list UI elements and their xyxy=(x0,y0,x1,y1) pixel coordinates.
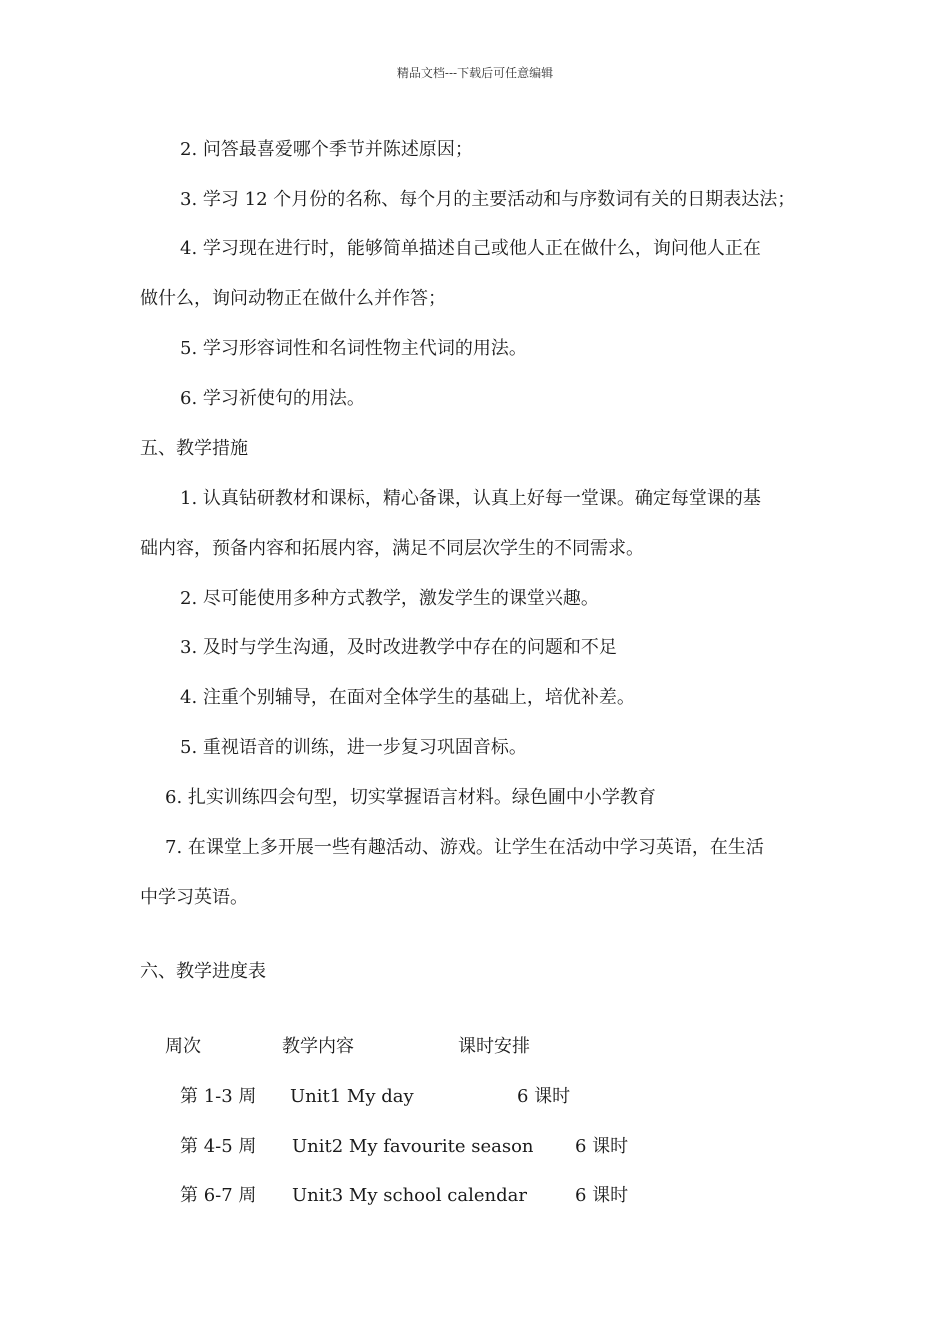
row-week: 第 4-5 周 xyxy=(180,1136,257,1157)
text-line: 5. 学习形容词性和名词性物主代词的用法。 xyxy=(180,338,527,359)
text-line: 1. 认真钻研教材和课标，精心备课，认真上好每一堂课。确定每堂课的基 xyxy=(180,488,761,509)
text-line: 2. 尽可能使用多种方式教学，激发学生的课堂兴趣。 xyxy=(180,588,599,609)
text-line: 4. 注重个别辅导，在面对全体学生的基础上，培优补差。 xyxy=(180,687,635,708)
text-line: 3. 学习 12 个月份的名称、每个月的主要活动和与序数词有关的日期表达法； xyxy=(180,189,796,210)
text-line: 中学习英语。 xyxy=(140,887,248,908)
header-hours: 课时安排 xyxy=(458,1036,530,1057)
text-line: 7. 在课堂上多开展一些有趣活动、游戏。让学生在活动中学习英语，在生活 xyxy=(165,837,764,858)
row-content: Unit1 My day xyxy=(290,1086,414,1107)
text-line: 做什么，询问动物正在做什么并作答； xyxy=(140,288,446,309)
text-line: 6. 扎实训练四会句型，切实掌握语言材料。绿色圃中小学教育 xyxy=(165,787,656,808)
text-line: 3. 及时与学生沟通，及时改进教学中存在的问题和不足 xyxy=(180,637,617,658)
text-line: 2. 问答最喜爱哪个季节并陈述原因； xyxy=(180,139,473,160)
header-week: 周次 xyxy=(165,1036,201,1057)
row-content: Unit2 My favourite season xyxy=(292,1136,534,1157)
row-week: 第 1-3 周 xyxy=(180,1086,257,1107)
text-line: 5. 重视语音的训练，进一步复习巩固音标。 xyxy=(180,737,527,758)
row-hours: 6 课时 xyxy=(575,1185,629,1206)
header-content: 教学内容 xyxy=(282,1036,354,1057)
row-hours: 6 课时 xyxy=(575,1136,629,1157)
row-content: Unit3 My school calendar xyxy=(292,1185,527,1206)
row-week: 第 6-7 周 xyxy=(180,1185,257,1206)
section-heading: 五、教学措施 xyxy=(140,438,248,459)
text-line: 6. 学习祈使句的用法。 xyxy=(180,388,365,409)
text-line: 4. 学习现在进行时，能够简单描述自己或他人正在做什么，询问他人正在 xyxy=(180,238,761,259)
page-header: 精品文档---下载后可任意编辑 xyxy=(396,66,554,80)
section-heading: 六、教学进度表 xyxy=(140,961,266,982)
text-line: 础内容，预备内容和拓展内容，满足不同层次学生的不同需求。 xyxy=(140,538,644,559)
row-hours: 6 课时 xyxy=(517,1086,571,1107)
